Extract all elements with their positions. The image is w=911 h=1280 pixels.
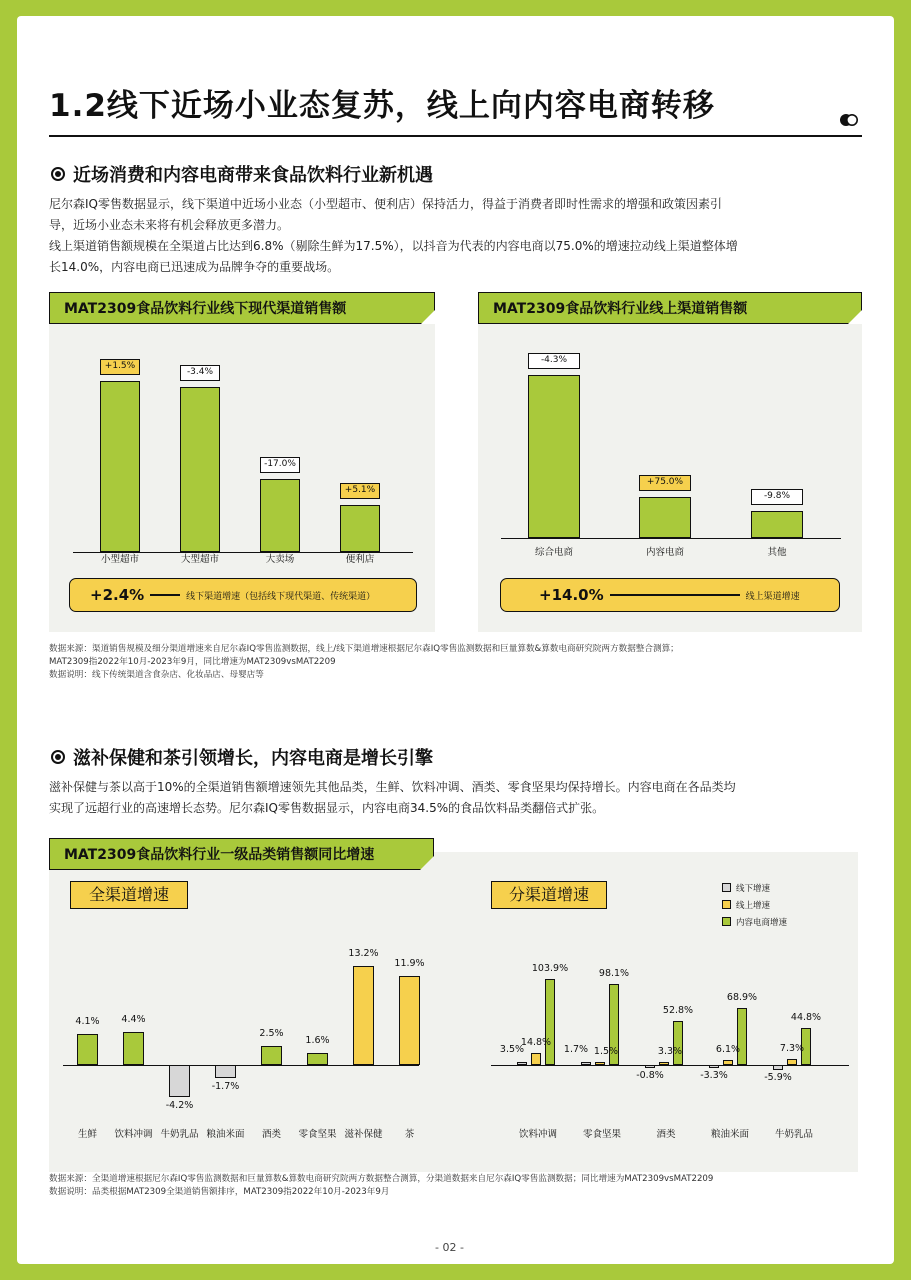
callout-text: 线上渠道增速 xyxy=(745,591,800,602)
bar-3-2 xyxy=(659,1062,669,1065)
para-line: 导，近场小业态未来将有机会释放更多潜力。 xyxy=(49,218,290,232)
growth-tag: -4.3% xyxy=(528,353,580,369)
category-label: 大卖场 xyxy=(265,554,295,565)
section2-heading-text: 滋补保健和茶引领增长，内容电商是增长引擎 xyxy=(73,748,433,769)
category-label: 牛奶乳品 xyxy=(160,1129,199,1140)
growth-tag: -3.4% xyxy=(180,365,220,381)
bar-2 xyxy=(123,1032,144,1065)
brand-logo-icon xyxy=(839,112,859,126)
x-axis xyxy=(491,1065,849,1066)
bar-3 xyxy=(169,1065,190,1097)
data-label: 2.5% xyxy=(259,1028,284,1040)
para-line: 线上渠道销售额规模在全渠道占比达到6.8%（剔除生鲜为17.5%），以抖音为代表的内容电商以75.0%的增速拉动线上渠道整体增 xyxy=(49,239,738,253)
note-line: 数据来源：全渠道增速根据尼尔森IQ零售监测数据和巨量算数&算数电商研究院两方数据整合测算，分渠道数据来自尼尔森IQ零售监测数据；同比增速为MAT2309vsMAT2209 xyxy=(49,1174,714,1184)
category-label: 小型超市 xyxy=(100,554,139,565)
data-label: 44.8% xyxy=(790,1011,822,1023)
note-line: 数据说明：品类根据MAT2309全渠道销售额排序，MAT2309指2022年10月-2023年9月 xyxy=(49,1187,390,1197)
data-label: -3.3% xyxy=(700,1070,728,1081)
category-label: 综合电商 xyxy=(534,547,573,558)
category-label: 生鲜 xyxy=(77,1129,97,1140)
data-label: 52.8% xyxy=(662,1005,694,1017)
category-label: 大型超市 xyxy=(180,554,219,565)
data-label: 11.9% xyxy=(394,957,425,969)
data-label: -4.2% xyxy=(165,1099,194,1111)
category-label: 其他 xyxy=(767,547,787,558)
growth-tag: -9.8% xyxy=(751,489,803,505)
page-title: 1.2线下近场小业态复苏，线上向内容电商转移 xyxy=(49,88,715,124)
title-divider xyxy=(49,135,862,137)
offline-chart-banner-text: MAT2309食品饮料行业线下现代渠道销售额 xyxy=(64,301,347,317)
legend xyxy=(722,879,787,930)
callout-text: 线下渠道增速（包括线下现代渠道、传统渠道） xyxy=(186,591,376,602)
note-line: 数据说明：线下传统渠道含食杂店、化妆品店、母婴店等 xyxy=(49,670,264,680)
bar-7 xyxy=(353,966,374,1065)
bar-5-2 xyxy=(787,1059,797,1065)
callout-value: +14.0% xyxy=(539,586,604,604)
online-chart-banner xyxy=(478,292,862,324)
bar-2-1 xyxy=(581,1062,591,1065)
by-channel-label: 分渠道增速 xyxy=(491,881,607,909)
category-label: 茶 xyxy=(404,1129,415,1140)
category-label: 滋补保健 xyxy=(344,1129,383,1140)
bar-general-ecommerce xyxy=(528,375,580,538)
data-label: 1.5% xyxy=(593,1046,619,1057)
para-line: 实现了远超行业的高速增长态势。尼尔森IQ零售数据显示，内容电商34.5%的食品饮料品类翻倍式扩张。 xyxy=(49,801,605,815)
bar-1-1 xyxy=(517,1062,527,1065)
bar-hypermarket xyxy=(260,479,300,552)
x-axis xyxy=(501,538,841,539)
category-label: 粮油米面 xyxy=(710,1129,749,1140)
section2-heading xyxy=(51,744,433,770)
category-label: 粮油米面 xyxy=(206,1129,245,1140)
bar-4-3 xyxy=(737,1008,747,1065)
bar-2-2 xyxy=(595,1062,605,1065)
bar-1 xyxy=(77,1034,98,1065)
category-chart-banner xyxy=(49,838,434,870)
page-number: - 02 - xyxy=(435,1241,464,1254)
growth-tag: +75.0% xyxy=(639,475,691,491)
all-channel-label: 全渠道增速 xyxy=(70,881,188,909)
para-line: 长14.0%，内容电商已迅速成为品牌争夺的重要战场。 xyxy=(49,260,340,274)
report-page xyxy=(17,16,894,1264)
legend-item: 内容电商增速 xyxy=(722,913,787,930)
data-label: 13.2% xyxy=(348,948,379,959)
online-chart-banner-text: MAT2309食品饮料行业线上渠道销售额 xyxy=(493,301,748,317)
bar-other-online xyxy=(751,511,803,538)
data-label: 3.5% xyxy=(499,1044,525,1055)
source-notes-2 xyxy=(49,1173,713,1199)
bar-4-1 xyxy=(709,1065,719,1068)
note-line: 数据来源：渠道销售规模及细分渠道增速来自尼尔森IQ零售监测数据，线上/线下渠道增速根据尼尔森IQ零售监测数据和巨量算数&算数电商研究院两方数据整合测算； xyxy=(49,644,679,654)
online-growth-callout xyxy=(500,578,840,612)
bar-content-ecommerce xyxy=(639,497,691,538)
growth-tag: +5.1% xyxy=(340,483,380,499)
data-label: 103.9% xyxy=(531,962,569,974)
data-label: -1.7% xyxy=(211,1080,240,1092)
data-label: 6.1% xyxy=(715,1043,741,1055)
category-label: 饮料冲调 xyxy=(518,1129,557,1140)
category-label: 饮料冲调 xyxy=(114,1129,153,1140)
data-label: 4.4% xyxy=(121,1014,146,1025)
category-label: 内容电商 xyxy=(645,547,684,558)
data-label: 68.9% xyxy=(726,991,758,1003)
bar-5-1 xyxy=(773,1065,783,1070)
target-bullet-icon xyxy=(51,750,65,764)
legend-item: 线下增速 xyxy=(722,879,787,896)
category-label: 便利店 xyxy=(345,554,375,565)
callout-value: +2.4% xyxy=(90,586,145,604)
source-notes-1 xyxy=(49,643,679,682)
category-label: 零食坚果 xyxy=(582,1129,621,1140)
offline-chart-banner xyxy=(49,292,435,324)
section1-paragraph xyxy=(49,194,738,278)
data-label: 1.7% xyxy=(563,1044,589,1055)
category-label: 零食坚果 xyxy=(298,1129,337,1140)
bar-6 xyxy=(307,1053,328,1065)
note-line: MAT2309指2022年10月-2023年9月，同比增速为MAT2309vsMAT2209 xyxy=(49,657,336,667)
data-label: 7.3% xyxy=(779,1042,805,1054)
category-label: 牛奶乳品 xyxy=(774,1129,813,1140)
growth-tag: -17.0% xyxy=(260,457,300,473)
data-label: -5.9% xyxy=(764,1071,792,1083)
bar-8 xyxy=(399,976,420,1065)
data-label: -0.8% xyxy=(636,1070,664,1081)
section2-paragraph xyxy=(49,777,736,819)
bar-5 xyxy=(261,1046,282,1065)
target-bullet-icon xyxy=(51,167,65,181)
bar-small-supermarket xyxy=(100,381,140,552)
para-line: 尼尔森IQ零售数据显示，线下渠道中近场小业态（小型超市、便利店）保持活力，得益于消费者即时性需求的增强和政策因素引 xyxy=(49,197,722,211)
bar-3-1 xyxy=(645,1065,655,1068)
growth-tag: +1.5% xyxy=(100,359,140,375)
bar-4 xyxy=(215,1065,236,1078)
section1-heading xyxy=(51,161,433,187)
legend-item: 线上增速 xyxy=(722,896,787,913)
x-axis xyxy=(63,1065,419,1066)
section1-heading-text: 近场消费和内容电商带来食品饮料行业新机遇 xyxy=(73,165,433,186)
category-label: 酒类 xyxy=(261,1129,281,1140)
bar-3-3 xyxy=(673,1021,683,1065)
data-label: 98.1% xyxy=(598,967,630,979)
offline-growth-callout xyxy=(69,578,417,612)
bar-4-2 xyxy=(723,1060,733,1065)
category-label: 酒类 xyxy=(656,1129,676,1140)
para-line: 滋补保健与茶以高于10%的全渠道销售额增速领先其他品类，生鲜、饮料冲调、酒类、零食坚果均保持增长。内容电商在各品类均 xyxy=(49,780,736,794)
bar-large-supermarket xyxy=(180,387,220,552)
category-chart-banner-text: MAT2309食品饮料行业一级品类销售额同比增速 xyxy=(64,847,375,863)
data-label: 1.6% xyxy=(305,1035,330,1046)
data-label: 14.8% xyxy=(520,1036,552,1048)
bar-convenience-store xyxy=(340,505,380,552)
data-label: 4.1% xyxy=(75,1016,100,1028)
data-label: 3.3% xyxy=(657,1046,683,1057)
